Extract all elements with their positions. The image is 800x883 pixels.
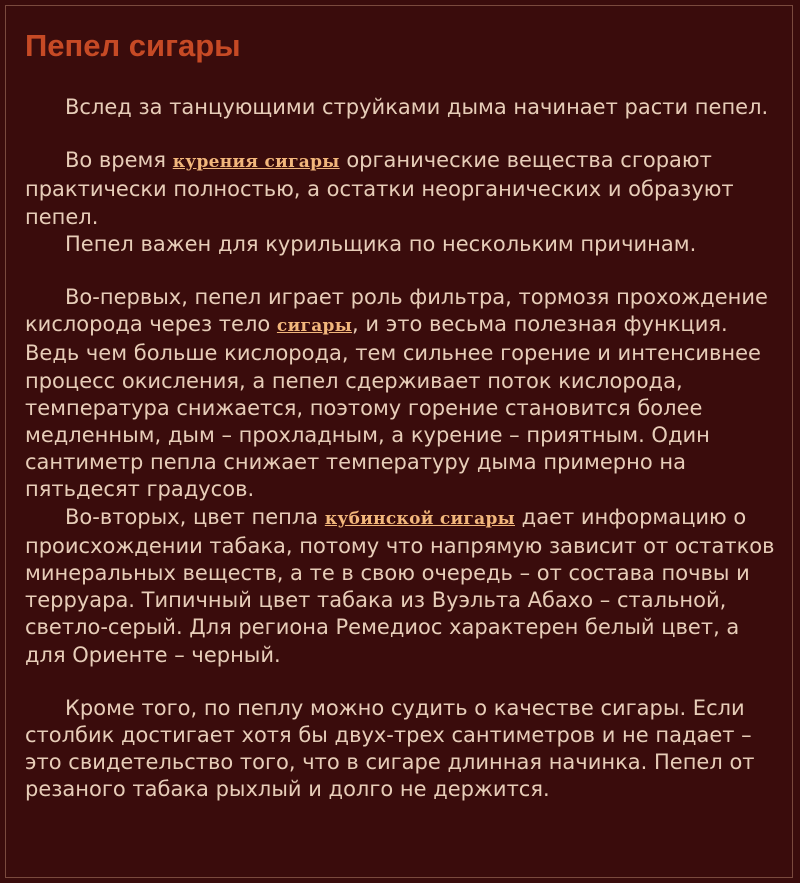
paragraph-filter — [25, 284, 781, 504]
paragraph-text: , и это весьма полезная функция. Ведь чем больше кислорода, тем сильнее горение и интенсивнее процесс окисления, а пепел сдерживает поток кислорода, температура снижается, поэтому горение становится более медленным, дым – прохладным, а курение – приятным. Один сантиметр пепла снижает температуру дыма примерно на пятьдесят градусов. — [25, 312, 761, 502]
paragraph-quality — [25, 695, 781, 804]
paragraph-reasons — [25, 231, 781, 258]
link-cuban-cigar[interactable]: кубинской сигары — [324, 508, 515, 529]
paragraph-intro — [25, 94, 781, 121]
paragraph-text: Во-первых, пепел играет роль фильтра, тормозя прохождение кислорода через тело — [25, 285, 768, 337]
paragraph-text: дает информацию о происхождении табака, потому что напрямую зависит от остатков минеральных веществ, а те в свою очередь – от состава почвы и терруара. Типичный цвет табака из Вуэльта Абахо – стальной, светло-серый. Для региона Ремедиос характерен белый цвет, а для Ориенте – черный. — [25, 504, 775, 667]
page-title: Пепел сигары — [25, 28, 241, 63]
paragraph-text: Вслед за танцующими струйками дыма начинает расти пепел. — [65, 95, 769, 119]
paragraph-text: Во-вторых, цвет пепла — [65, 504, 325, 529]
paragraph-smoking — [25, 147, 781, 231]
paragraph-text: Кроме того, по пеплу можно судить о качестве сигары. Если столбик достигает хотя бы двух-трех сантиметров и не падает – это свидетельство того, что в сигаре длинная начинка. Пепел от резаного табака рыхлый и долго не держится. — [25, 695, 755, 802]
link-cigar-smoking[interactable]: курения сигары — [172, 152, 340, 173]
paragraph-text: Пепел важен для курильщика по нескольким причинам. — [65, 231, 697, 256]
link-cigar[interactable]: сигары — [276, 316, 353, 337]
paragraph-text: Во время — [65, 148, 173, 173]
article-frame — [5, 5, 793, 878]
article-content — [25, 26, 781, 804]
paragraph-color — [25, 504, 781, 669]
paragraph-text: органические вещества сгорают практически полностью, а остатки неорганических и образуют пепел. — [25, 148, 734, 229]
